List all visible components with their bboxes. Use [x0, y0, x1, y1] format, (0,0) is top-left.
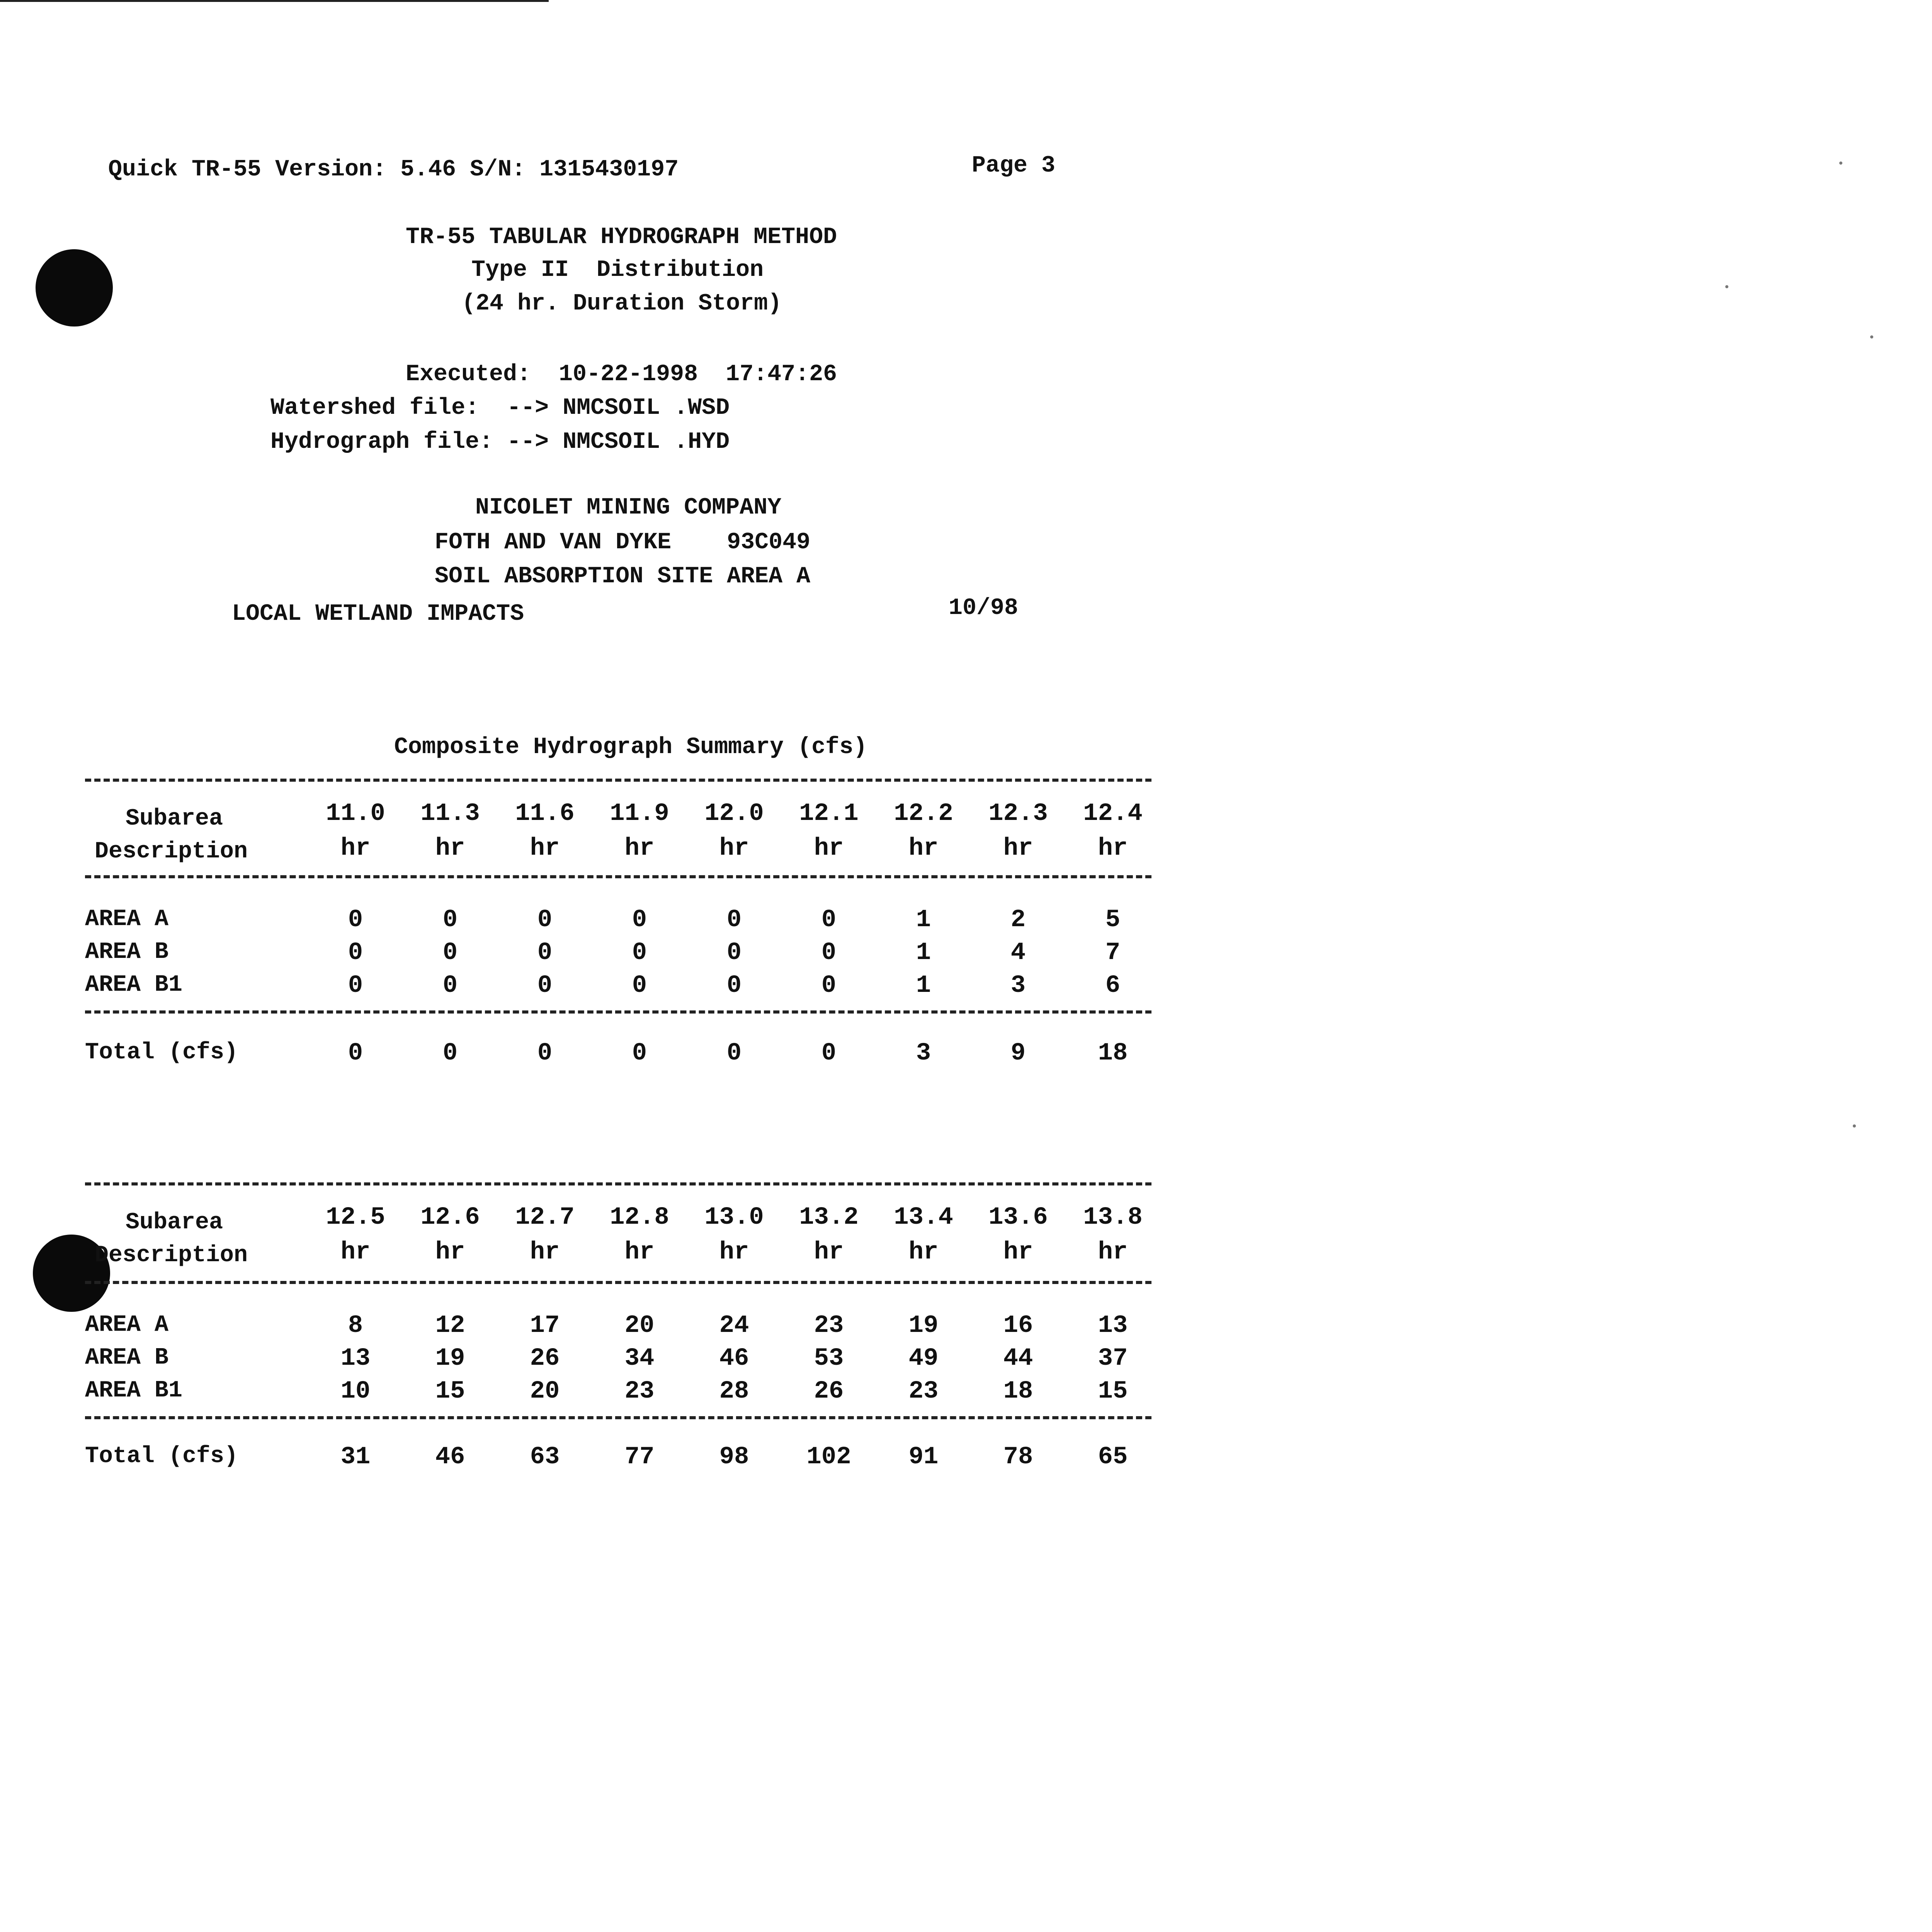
dashed-rule	[85, 1010, 1151, 1014]
row-label: AREA B1	[85, 1378, 183, 1404]
project-date: 10/98	[949, 595, 1019, 621]
table-cell: 37	[1098, 1345, 1128, 1372]
table-cell: 3	[1010, 972, 1026, 1000]
time-column-header: 12.8	[610, 1204, 669, 1231]
table-cell: 0	[726, 906, 742, 934]
time-unit-label: hr	[530, 1238, 560, 1266]
time-column-header: 13.2	[799, 1204, 859, 1231]
time-column-header: 12.5	[326, 1204, 385, 1231]
table-cell: 17	[530, 1312, 560, 1340]
table-cell: 0	[537, 972, 553, 1000]
time-unit-label: hr	[624, 835, 655, 862]
time-column-header: 13.6	[988, 1204, 1048, 1231]
time-unit-label: hr	[719, 1238, 749, 1266]
time-unit-label: hr	[340, 835, 371, 862]
time-unit-label: hr	[908, 835, 939, 862]
watershed-file: Watershed file: --> NMCSOIL .WSD	[270, 395, 730, 421]
time-column-header: 13.0	[704, 1204, 764, 1231]
table-cell: 0	[821, 906, 837, 934]
table-cell: 15	[435, 1378, 465, 1405]
table-cell: 34	[624, 1345, 655, 1372]
table-cell: 0	[726, 939, 742, 967]
total-cell: 63	[530, 1443, 560, 1471]
scan-speck	[1839, 162, 1842, 165]
table-cell: 44	[1003, 1345, 1033, 1372]
table-cell: 26	[530, 1345, 560, 1372]
table-cell: 0	[632, 939, 647, 967]
subarea-header: Subarea	[126, 806, 223, 832]
total-cell: 77	[624, 1443, 655, 1471]
table-cell: 24	[719, 1312, 749, 1340]
table-cell: 53	[814, 1345, 844, 1372]
dashed-rule	[85, 1182, 1151, 1185]
table-cell: 13	[1098, 1312, 1128, 1340]
method-title: TR-55 TABULAR HYDROGRAPH METHOD	[406, 224, 837, 250]
page-label: Page 3	[972, 153, 1056, 179]
table-cell: 10	[340, 1378, 371, 1405]
version-line: Quick TR-55 Version: 5.46 S/N: 1315430197	[108, 156, 679, 183]
table-cell: 0	[537, 939, 553, 967]
storm-duration: (24 hr. Duration Storm)	[462, 291, 782, 317]
time-unit-label: hr	[1098, 1238, 1128, 1266]
total-cell: 78	[1003, 1443, 1033, 1471]
scan-speck	[1870, 335, 1873, 338]
company-name: NICOLET MINING COMPANY	[475, 495, 782, 521]
scan-edge-line	[0, 0, 549, 2]
total-cell: 102	[806, 1443, 851, 1471]
table-cell: 18	[1003, 1378, 1033, 1405]
hydrograph-file: Hydrograph file: --> NMCSOIL .HYD	[270, 429, 730, 455]
dashed-rule	[85, 875, 1151, 878]
time-unit-label: hr	[1098, 835, 1128, 862]
table-cell: 1	[916, 939, 931, 967]
time-unit-label: hr	[435, 1238, 465, 1266]
table-cell: 0	[632, 972, 647, 1000]
total-cell: 65	[1098, 1443, 1128, 1471]
table-cell: 8	[348, 1312, 363, 1340]
table-cell: 26	[814, 1378, 844, 1405]
row-label: AREA B1	[85, 972, 183, 998]
consultant-line: FOTH AND VAN DYKE 93C049	[435, 529, 811, 556]
row-label: AREA B	[85, 939, 169, 965]
table-cell: 20	[624, 1312, 655, 1340]
table-cell: 23	[624, 1378, 655, 1405]
total-cell: 0	[632, 1039, 647, 1067]
total-cell: 0	[348, 1039, 363, 1067]
table-cell: 0	[442, 906, 458, 934]
executed-timestamp: Executed: 10-22-1998 17:47:26	[406, 361, 837, 388]
time-column-header: 12.7	[515, 1204, 575, 1231]
table-cell: 0	[442, 939, 458, 967]
table-cell: 0	[348, 972, 363, 1000]
total-cell: 31	[340, 1443, 371, 1471]
time-unit-label: hr	[624, 1238, 655, 1266]
time-unit-label: hr	[719, 835, 749, 862]
time-column-header: 11.9	[610, 800, 669, 828]
binder-hole	[36, 249, 113, 327]
time-unit-label: hr	[1003, 1238, 1033, 1266]
time-column-header: 12.2	[894, 800, 953, 828]
total-cell: 18	[1098, 1039, 1128, 1067]
total-cell: 98	[719, 1443, 749, 1471]
time-column-header: 11.3	[420, 800, 480, 828]
time-column-header: 12.1	[799, 800, 859, 828]
table-cell: 1	[916, 906, 931, 934]
time-column-header: 11.0	[326, 800, 385, 828]
total-cell: 0	[442, 1039, 458, 1067]
total-cell: 0	[537, 1039, 553, 1067]
table-cell: 13	[340, 1345, 371, 1372]
total-cell: 3	[916, 1039, 931, 1067]
table-cell: 12	[435, 1312, 465, 1340]
project-description: LOCAL WETLAND IMPACTS	[232, 601, 524, 627]
time-unit-label: hr	[1003, 835, 1033, 862]
time-unit-label: hr	[814, 835, 844, 862]
time-column-header: 11.6	[515, 800, 575, 828]
time-column-header: 12.3	[988, 800, 1048, 828]
table-cell: 0	[726, 972, 742, 1000]
table-cell: 0	[537, 906, 553, 934]
table-cell: 16	[1003, 1312, 1033, 1340]
table-cell: 23	[814, 1312, 844, 1340]
dashed-rule	[85, 779, 1151, 782]
table-cell: 4	[1010, 939, 1026, 967]
table-cell: 0	[821, 972, 837, 1000]
total-cell: 9	[1010, 1039, 1026, 1067]
table-cell: 0	[632, 906, 647, 934]
table-cell: 28	[719, 1378, 749, 1405]
time-unit-label: hr	[530, 835, 560, 862]
table-cell: 7	[1105, 939, 1121, 967]
table-cell: 23	[908, 1378, 939, 1405]
total-cell: 0	[821, 1039, 837, 1067]
description-header: Description	[95, 1242, 248, 1269]
total-cell: 91	[908, 1443, 939, 1471]
table-cell: 0	[348, 939, 363, 967]
time-column-header: 12.0	[704, 800, 764, 828]
total-cell: 46	[435, 1443, 465, 1471]
row-label: AREA A	[85, 906, 169, 932]
total-label: Total (cfs)	[85, 1039, 238, 1066]
table-cell: 15	[1098, 1378, 1128, 1405]
time-unit-label: hr	[814, 1238, 844, 1266]
table-cell: 19	[908, 1312, 939, 1340]
table-cell: 0	[442, 972, 458, 1000]
table-cell: 6	[1105, 972, 1121, 1000]
table-cell: 5	[1105, 906, 1121, 934]
total-cell: 0	[726, 1039, 742, 1067]
table-cell: 20	[530, 1378, 560, 1405]
time-column-header: 12.4	[1083, 800, 1143, 828]
row-label: AREA B	[85, 1345, 169, 1371]
table-cell: 19	[435, 1345, 465, 1372]
time-unit-label: hr	[340, 1238, 371, 1266]
time-column-header: 12.6	[420, 1204, 480, 1231]
row-label: AREA A	[85, 1312, 169, 1338]
summary-title: Composite Hydrograph Summary (cfs)	[394, 734, 867, 760]
site-name: SOIL ABSORPTION SITE AREA A	[435, 563, 811, 590]
distribution-type: Type II Distribution	[471, 257, 764, 283]
table-cell: 2	[1010, 906, 1026, 934]
dashed-rule	[85, 1416, 1151, 1419]
table-cell: 49	[908, 1345, 939, 1372]
table-cell: 0	[821, 939, 837, 967]
time-column-header: 13.4	[894, 1204, 953, 1231]
total-label: Total (cfs)	[85, 1443, 238, 1469]
table-cell: 1	[916, 972, 931, 1000]
description-header: Description	[95, 838, 248, 865]
subarea-header: Subarea	[126, 1209, 223, 1236]
time-column-header: 13.8	[1083, 1204, 1143, 1231]
time-unit-label: hr	[435, 835, 465, 862]
scan-speck	[1853, 1124, 1856, 1128]
scan-speck	[1725, 285, 1728, 288]
table-cell: 0	[348, 906, 363, 934]
dashed-rule	[85, 1281, 1151, 1284]
table-cell: 46	[719, 1345, 749, 1372]
time-unit-label: hr	[908, 1238, 939, 1266]
